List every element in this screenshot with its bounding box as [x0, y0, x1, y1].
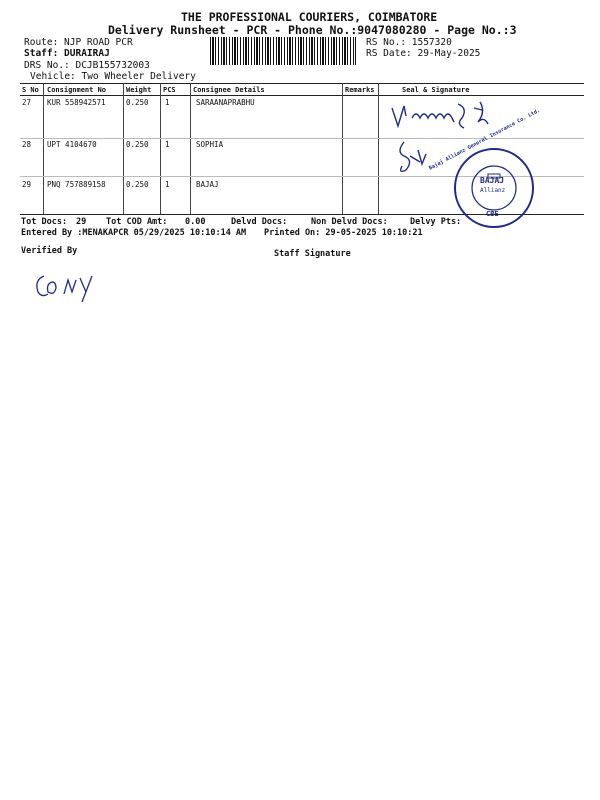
row-pcs: 1 — [165, 140, 170, 149]
runsheet-title: Delivery Runsheet - PCR - Phone No.:9047080280 - Page No.:3 — [108, 23, 517, 37]
row-consignee: SOPHIA — [196, 140, 224, 149]
stamp-sub: Allianz — [480, 187, 506, 194]
row-consignee: BAJAJ — [196, 180, 219, 189]
row-sno: 29 — [22, 180, 32, 189]
signature-row-28 — [392, 136, 442, 176]
verified-by-label: Verified By — [21, 246, 78, 256]
row-weight: 0.250 — [126, 98, 149, 107]
delvy-pts-label: Delvy Pts: — [410, 217, 462, 227]
stamp-bottom: CBE — [486, 210, 499, 218]
row-consignee: SARAANAPRABHU — [196, 98, 255, 107]
row-pcs: 1 — [165, 98, 170, 107]
route-label: Route: NJP ROAD PCR — [24, 37, 133, 48]
signature-row-27 — [384, 96, 504, 136]
col-header-pcs: PCS — [163, 86, 176, 94]
tot-docs-label: Tot Docs: — [21, 217, 68, 227]
row-weight: 0.250 — [126, 180, 149, 189]
verified-signature — [30, 268, 100, 304]
row-weight: 0.250 — [126, 140, 149, 149]
staff-label: Staff: DURAIRAJ — [24, 48, 110, 59]
drs-number: DRS No.: DCJB155732003 — [24, 60, 150, 71]
row-consignment: KUR 558942571 — [47, 98, 106, 107]
col-header-consignment: Consignment No — [47, 86, 107, 94]
col-header-seal: Seal & Signature — [402, 86, 470, 94]
stamp-ring-text: Bajaj Allianz General Insurance Co. Ltd. — [428, 107, 542, 172]
tot-cod-value: 0.00 — [185, 217, 206, 227]
col-header-consignee: Consignee Details — [193, 86, 265, 94]
tot-cod-label: Tot COD Amt: — [106, 217, 168, 227]
vehicle-label: Vehicle: Two Wheeler Delivery — [30, 71, 196, 82]
row-sno: 28 — [22, 140, 32, 149]
stamp-brand: BAJAJ — [480, 176, 505, 185]
row-sno: 27 — [22, 98, 32, 107]
row-pcs: 1 — [165, 180, 170, 189]
col-header-remarks: Remarks — [345, 86, 375, 94]
col-header-sno: S No — [22, 86, 39, 94]
staff-signature-label: Staff Signature — [274, 249, 351, 259]
col-header-weight: Weight — [126, 86, 152, 94]
rs-date: RS Date: 29-May-2025 — [366, 48, 481, 59]
company-title: THE PROFESSIONAL COURIERS, COIMBATORE — [181, 10, 438, 24]
printed-on: Printed On: 29-05-2025 10:10:21 — [264, 228, 423, 238]
row-consignment: UPT 4104670 — [47, 140, 97, 149]
row-consignment: PNQ 757889158 — [47, 180, 106, 189]
rs-number: RS No.: 1557320 — [366, 37, 452, 48]
entered-by: Entered By :MENAKAPCR 05/29/2025 10:10:14 AM — [21, 228, 247, 238]
tot-docs-value: 29 — [76, 217, 87, 227]
barcode — [210, 37, 356, 65]
non-delvd-docs-label: Non Delvd Docs: — [311, 217, 388, 227]
delvd-docs-label: Delvd Docs: — [231, 217, 288, 227]
